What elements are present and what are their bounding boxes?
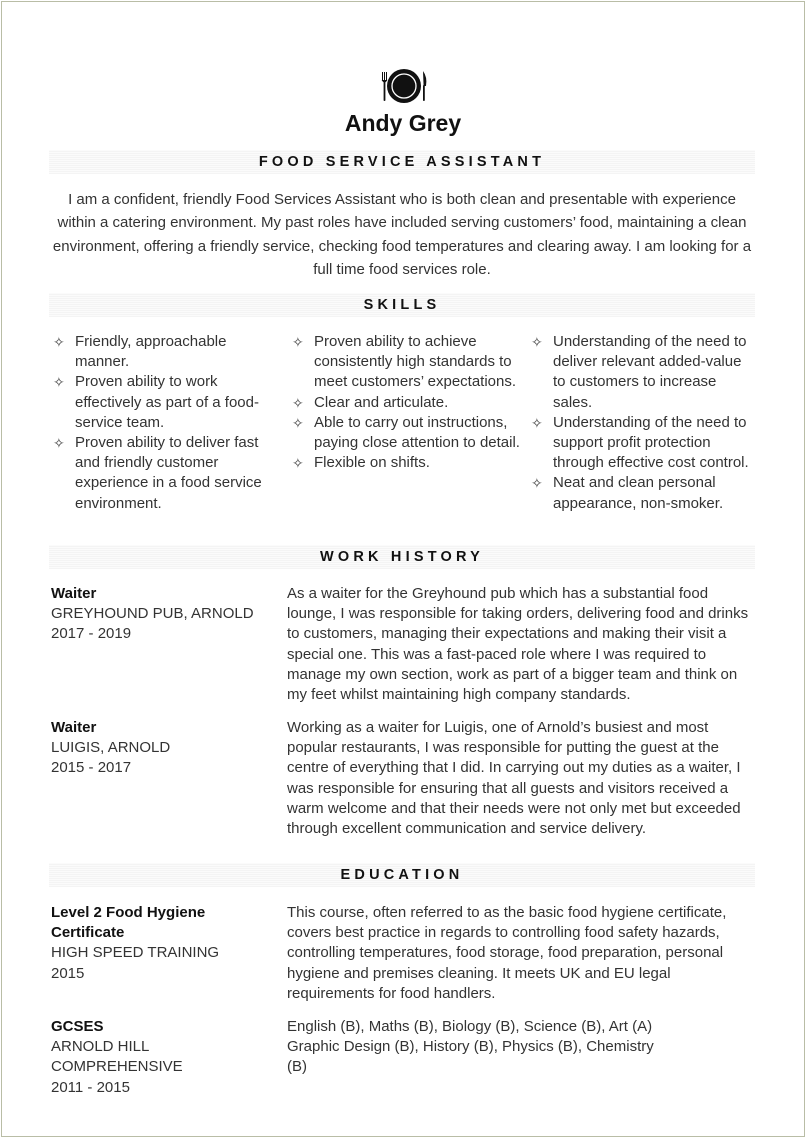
plate-fork-knife-icon: [378, 68, 430, 104]
work-entry-1-meta: [51, 584, 276, 645]
work-history-heading: WORK HISTORY: [320, 549, 484, 565]
work-entry-2-meta: [51, 718, 276, 779]
skill-item: ✧ Flexible on shifts.: [290, 453, 520, 473]
candidate-name: Andy Grey: [344, 110, 462, 136]
star-bullet-icon: ✧: [53, 374, 65, 391]
skill-item: ✧ Neat and clean personal appearance, non-smoker.: [531, 474, 724, 512]
section-header-education: [49, 863, 755, 887]
resume-page: [1, 1, 805, 1137]
work-entry-1-description: As a waiter for the Greyhound pub which has a substantial food lounge, I was responsible for taking orders, delivering food and drinks to customers, managing their expectations and making their visit a special one. This was a fast-paced role where I was required to manage my own section, work as part of a bigger team and think on my feet whilst maintaining high company standards.: [287, 585, 749, 704]
skill-item: ✧ Understanding of the need to support profit protection through effective cost control.: [531, 413, 749, 472]
skill-item: ✧ Proven ability to deliver fast and friendly customer experience in a food service environment.: [53, 434, 262, 512]
star-bullet-icon: ✧: [292, 414, 304, 431]
star-bullet-icon: ✧: [53, 435, 65, 452]
star-bullet-icon: ✧: [531, 475, 543, 492]
star-bullet-icon: ✧: [53, 334, 65, 350]
education-entry-2-meta: [51, 1017, 276, 1098]
star-bullet-icon: ✧: [531, 414, 543, 431]
skills-heading: SKILLS: [363, 297, 441, 313]
section-header-skills: [49, 293, 755, 317]
skill-item: ✧ Proven ability to work effectively as part of a food-service team.: [53, 373, 259, 431]
skill-item: ✧ Clear and articulate.: [290, 393, 520, 413]
skill-item: ✧ Able to carry out instructions, paying close attention to detail.: [292, 413, 520, 452]
skill-item: ✧ Understanding of the need to deliver relevant added-value to customers to increase sales.: [531, 333, 747, 411]
qualification: GCSES: [51, 1018, 104, 1035]
section-header-title: [49, 150, 755, 174]
star-bullet-icon: ✧: [292, 334, 304, 350]
profile-summary: I am a confident, friendly Food Services Assistant who is both clean and presentable with experience within a catering environment. My past roles have included serving customers’ food, maintaining a clean environment, offering a friendly service, checking food temperatures and clearing away. I am looking for a full time food services role.: [52, 191, 752, 278]
job-role: Waiter: [51, 719, 97, 736]
employer: GREYHOUND PUB, ARNOLD: [51, 605, 254, 623]
job-role: Waiter: [51, 585, 97, 602]
education-entry-2-description: English (B), Maths (B), Biology (B), Science (B), Art (A) Graphic Design (B), History (B), Physics (B), Chemistry (B): [287, 1018, 654, 1076]
skill-item: ✧ Proven ability to achieve consistently high standards to meet customers’ expectations.: [292, 333, 517, 391]
education-entry-1-meta: [51, 903, 221, 984]
education-entry-1-description: This course, often referred to as the basic food hygiene certificate, covers best practice in regards to controlling food safety hazards, controlling temperatures, food storage, food preparation, personal hygiene and premises cleaning. It meets UK and EU legal requirements for food handlers.: [287, 904, 727, 1002]
institution: ARNOLD HILL COMPREHENSIVE: [51, 1038, 183, 1076]
star-bullet-icon: ✧: [531, 334, 543, 350]
star-bullet-icon: ✧: [292, 455, 304, 472]
dates: 2011 - 2015: [51, 1078, 130, 1096]
employer: LUIGIS, ARNOLD: [51, 739, 171, 757]
skills-column-2: [290, 332, 520, 473]
skills-column-1: [51, 332, 273, 514]
job-title: FOOD SERVICE ASSISTANT: [258, 154, 546, 170]
dates: 2015: [51, 964, 85, 982]
institution: HIGH SPEED TRAINING: [51, 944, 220, 962]
skills-column-3: [529, 332, 757, 514]
skill-item: ✧ Friendly, approachable manner.: [53, 333, 227, 371]
section-header-work-history: [49, 545, 755, 569]
work-entry-2-description: Working as a waiter for Luigis, one of Arnold’s busiest and most popular restaurants, I was responsible for putting the guest at the centre of everything that I did. In carrying out my duties as a waiter, I was responsible for ensuring that all guests and visitors received a warm welcome and that their needs were not only met but exceeded through excellent communication and service delivery.: [287, 719, 741, 838]
qualification: Level 2 Food Hygiene Certificate: [51, 904, 206, 942]
dates: 2017 - 2019: [51, 625, 132, 643]
dates: 2015 - 2017: [51, 759, 132, 777]
education-heading: EDUCATION: [340, 867, 464, 883]
star-bullet-icon: ✧: [292, 394, 304, 411]
